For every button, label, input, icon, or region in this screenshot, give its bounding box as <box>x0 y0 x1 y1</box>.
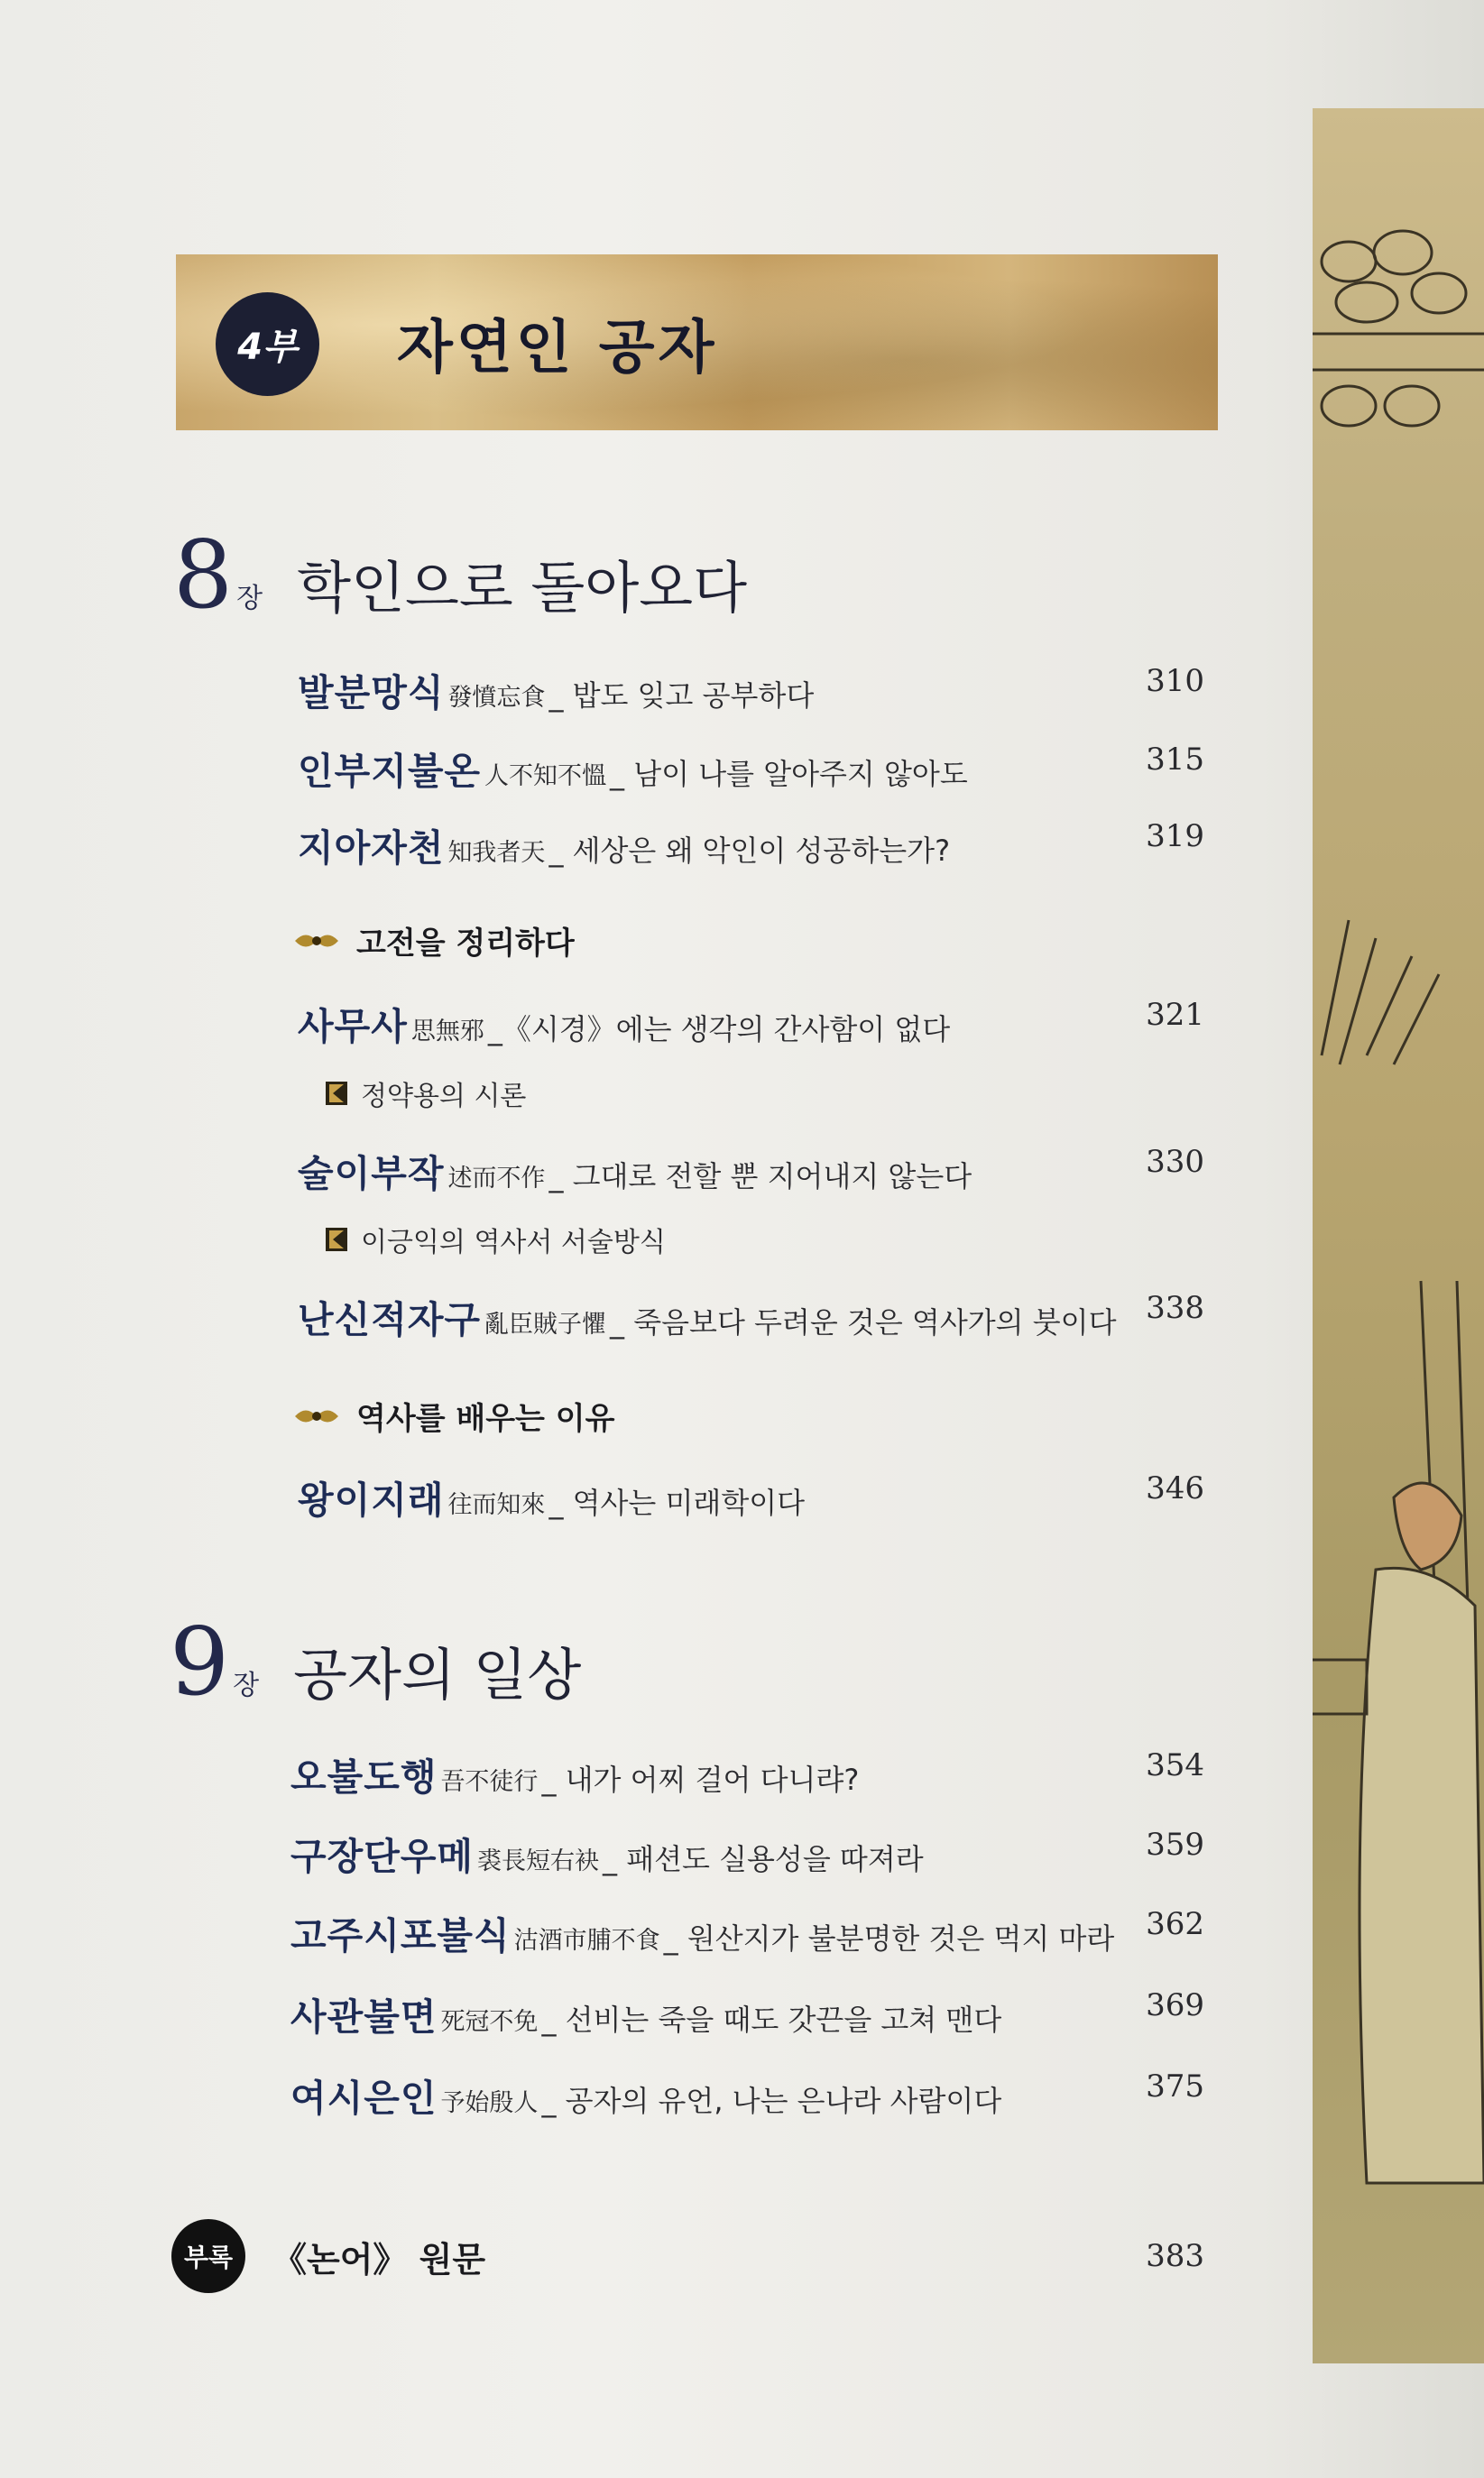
toc-entry[interactable] <box>298 1470 1204 1525</box>
entry-page: 346 <box>1146 1470 1204 1506</box>
chapter-suffix: 장 <box>233 1670 260 1701</box>
appendix-title: 《논어》 원문 <box>272 2239 486 2280</box>
chapter-8-header <box>173 520 748 630</box>
chapter-title: 공자의 일상 <box>293 1642 582 1708</box>
entry-hanja: 發憤忘食 <box>447 684 546 712</box>
entry-title: 사관불면 <box>290 1995 438 2039</box>
section-heading <box>293 1394 614 1438</box>
ornament-icon <box>293 1403 340 1430</box>
part-banner <box>176 254 1218 430</box>
entry-page: 315 <box>1146 742 1204 778</box>
entry-hanja: 知我者天 <box>447 839 546 867</box>
entry-description: _ 그대로 전할 뿐 지어내지 않는다 <box>548 1159 972 1193</box>
entry-description: _ 세상은 왜 악인이 성공하는가? <box>548 834 951 868</box>
entry-description: _ 원산지가 불분명한 것은 먹지 마라 <box>663 1921 1115 1956</box>
entry-page: 321 <box>1146 997 1204 1033</box>
chapter-9-header <box>170 1607 582 1717</box>
entry-hanja: 死冠不免 <box>440 2008 539 2036</box>
entry-title: 구장단우메 <box>290 1835 475 1878</box>
sub-note[interactable] <box>325 1220 666 1259</box>
entry-title: 술이부작 <box>298 1152 445 1195</box>
toc-entry[interactable] <box>290 1827 1204 1881</box>
entry-page: 330 <box>1146 1144 1204 1180</box>
entry-hanja: 吾不徒行 <box>440 1768 539 1796</box>
entry-page: 359 <box>1146 1827 1204 1863</box>
toc-entry[interactable] <box>298 818 1204 872</box>
entry-hanja: 述而不作 <box>447 1165 546 1193</box>
part-title: 자연인 공자 <box>397 315 718 382</box>
toc-entry[interactable] <box>298 1290 1204 1344</box>
section-heading <box>293 918 575 963</box>
section-label: 고전을 정리하다 <box>356 926 575 962</box>
toc-entry[interactable] <box>290 1987 1204 2041</box>
entry-page: 338 <box>1146 1290 1204 1326</box>
toc-entry[interactable] <box>290 1747 1204 1801</box>
entry-description: _ 공자의 유언, 나는 은나라 사람이다 <box>541 2084 1002 2118</box>
toc-entry[interactable] <box>290 2068 1204 2123</box>
entry-title: 지아자천 <box>298 826 445 870</box>
entry-hanja: 裘長短右袂 <box>477 1847 600 1875</box>
entry-title: 사무사 <box>298 1005 408 1048</box>
sub-note[interactable] <box>325 1073 526 1113</box>
toc-entry[interactable] <box>290 1906 1204 1960</box>
entry-page: 319 <box>1146 818 1204 854</box>
toc-entry[interactable] <box>298 1144 1204 1198</box>
appendix-badge: 부록 <box>171 2219 245 2293</box>
ornament-icon <box>293 927 340 954</box>
note-label: 정약용의 시론 <box>361 1081 527 1112</box>
entry-description: _ 남이 나를 알아주지 않아도 <box>610 757 968 791</box>
entry-title: 왕이지래 <box>298 1479 445 1522</box>
appendix-page: 383 <box>1146 2238 1204 2274</box>
toc-entry[interactable] <box>298 742 1204 796</box>
entry-title: 발분망식 <box>298 671 445 714</box>
entry-title: 인부지불온 <box>298 750 482 793</box>
chapter-number: 8 <box>173 520 234 630</box>
section-label: 역사를 배우는 이유 <box>356 1401 615 1437</box>
toc-entry[interactable] <box>298 997 1204 1051</box>
entry-page: 369 <box>1146 1987 1204 2023</box>
entry-description: _ 역사는 미래학이다 <box>548 1486 806 1520</box>
entry-page: 310 <box>1146 663 1204 699</box>
entry-page: 362 <box>1146 1906 1204 1942</box>
entry-page: 354 <box>1146 1747 1204 1783</box>
note-marker-icon <box>325 1081 348 1106</box>
entry-hanja: 往而知來 <box>447 1491 546 1519</box>
entry-description: _ 죽음보다 두려운 것은 역사가의 붓이다 <box>610 1305 1117 1340</box>
note-label: 이긍익의 역사서 서술방식 <box>361 1227 666 1258</box>
entry-description: _ 선비는 죽을 때도 갓끈을 고쳐 맨다 <box>541 2003 1002 2037</box>
entry-description: _《시경》에는 생각의 간사함이 없다 <box>487 1012 951 1046</box>
entry-hanja: 予始殷人 <box>440 2089 539 2117</box>
appendix-entry[interactable] <box>171 2219 1204 2293</box>
part-badge: 4부 <box>216 292 319 396</box>
toc-entry[interactable] <box>298 663 1204 717</box>
entry-title: 오불도행 <box>290 1755 438 1799</box>
chapter-number: 9 <box>170 1607 230 1717</box>
entry-hanja: 沽酒市脯不食 <box>513 1927 660 1955</box>
note-marker-icon <box>325 1227 348 1252</box>
chapter-suffix: 장 <box>236 583 263 614</box>
entry-title: 여시은인 <box>290 2077 438 2120</box>
entry-hanja: 亂臣賊子懼 <box>484 1311 607 1339</box>
entry-title: 고주시포불식 <box>290 1914 511 1958</box>
entry-description: _ 내가 어찌 걸어 다니랴? <box>541 1763 860 1797</box>
entry-description: _ 밥도 잊고 공부하다 <box>548 678 815 713</box>
entry-hanja: 人不知不慍 <box>484 762 607 790</box>
decorative-painting <box>1313 108 1484 2363</box>
entry-description: _ 패션도 실용성을 따져라 <box>603 1842 924 1876</box>
entry-page: 375 <box>1146 2068 1204 2105</box>
chapter-title: 학인으로 돌아오다 <box>297 555 748 621</box>
entry-title: 난신적자구 <box>298 1298 482 1341</box>
entry-hanja: 思無邪 <box>410 1018 484 1046</box>
